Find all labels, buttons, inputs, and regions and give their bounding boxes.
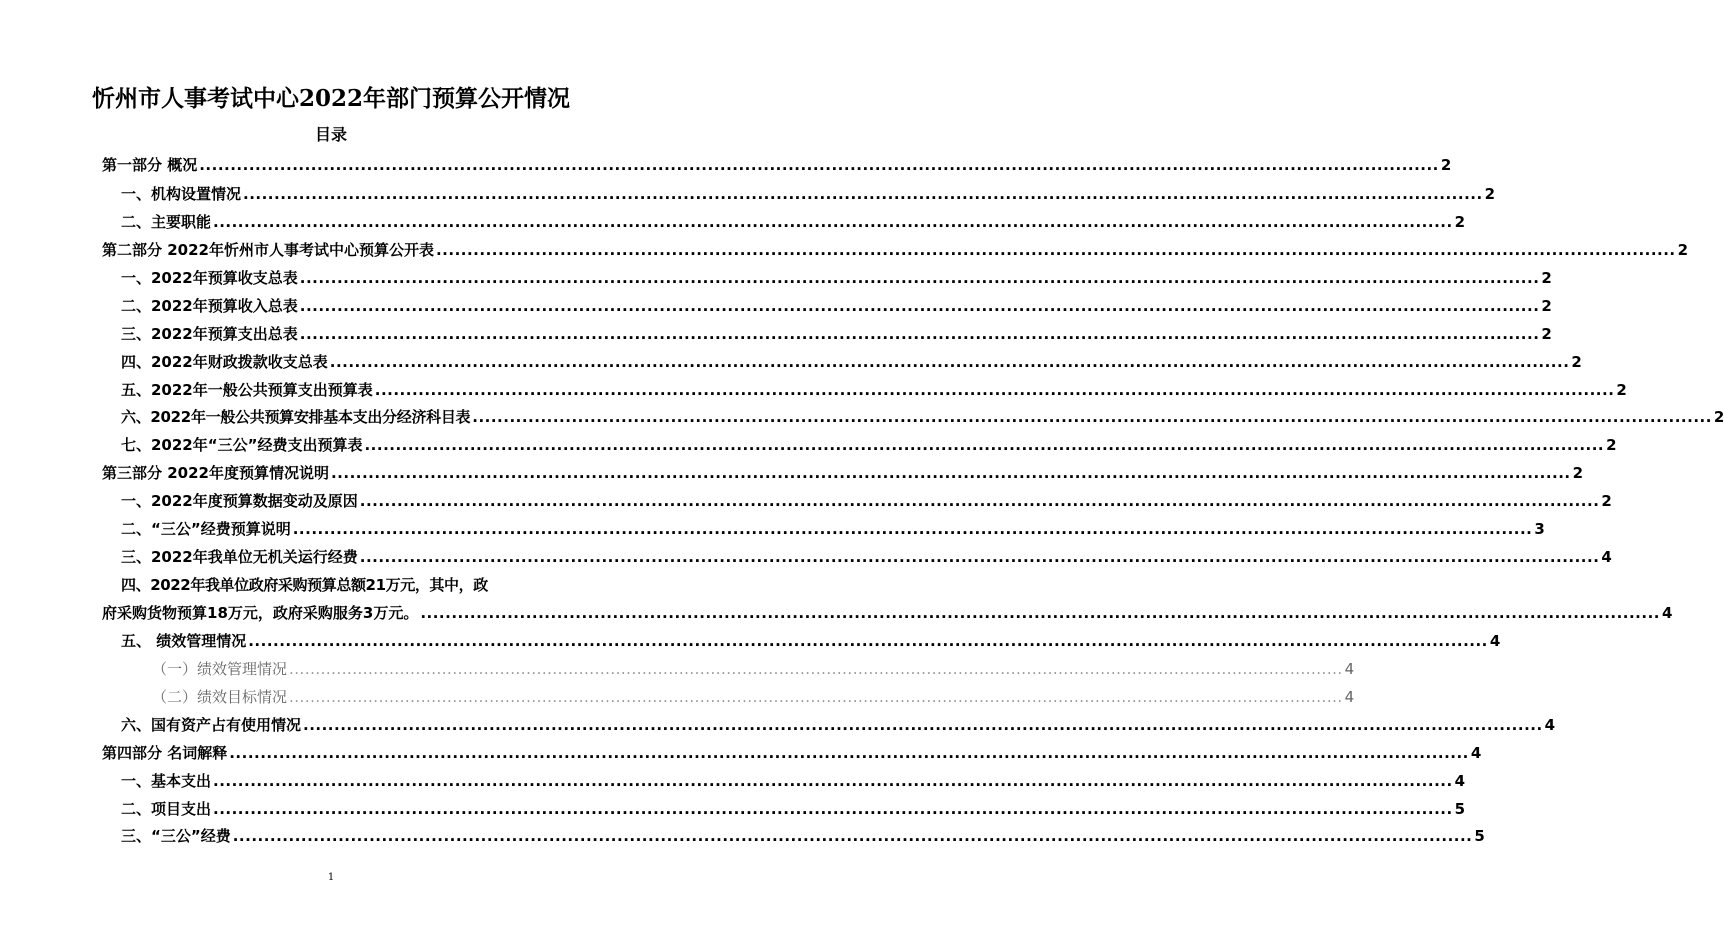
toc-page-number: 2 bbox=[1677, 241, 1689, 259]
document-title: 忻州市人事考试中心2022年部门预算公开情况 bbox=[91, 85, 570, 112]
leader-dots: ........................................................................................................................................................................................................ bbox=[435, 241, 1676, 259]
toc-entry-4-3[interactable] bbox=[121, 826, 1485, 846]
toc-entry-1-2[interactable] bbox=[121, 212, 1466, 232]
toc-entry-label: 三、“三公”经费 bbox=[121, 827, 231, 845]
leader-dots: ........................................................................................................................................................................................................ bbox=[359, 492, 1600, 510]
toc-page-number: 5 bbox=[1474, 827, 1485, 845]
toc-entry-label: 二、主要职能 bbox=[121, 213, 212, 231]
toc-entry-2-7[interactable] bbox=[121, 435, 1617, 455]
toc-entry-label: 第一部分 概况 bbox=[102, 156, 198, 174]
toc-page-number: 2 bbox=[1601, 492, 1612, 510]
toc-entry-label: 二、“三公”经费预算说明 bbox=[121, 520, 291, 538]
toc-page-number: 4 bbox=[1344, 660, 1355, 678]
leader-dots: ........................................................................................................................................................................................................ bbox=[292, 520, 1533, 538]
toc-page-number: 2 bbox=[1616, 381, 1627, 399]
toc-entry-label: 五、2022年一般公共预算支出预算表 bbox=[121, 381, 373, 399]
toc-entry-label: 二、2022年预算收入总表 bbox=[121, 297, 298, 315]
toc-entry-3-4[interactable] bbox=[102, 603, 1673, 623]
toc-page-number: 4 bbox=[1489, 632, 1501, 650]
toc-entry-label: 一、机构设置情况 bbox=[121, 185, 242, 203]
toc-entry-2-2[interactable] bbox=[121, 296, 1552, 316]
toc-page-number: 2 bbox=[1606, 436, 1617, 454]
toc-page-number: 2 bbox=[1541, 269, 1552, 287]
toc-entry-label: 第二部分 2022年忻州市人事考试中心预算公开表 bbox=[102, 241, 434, 259]
toc-entry-2-5[interactable] bbox=[121, 380, 1627, 400]
toc-page-number: 5 bbox=[1454, 800, 1466, 818]
toc-entry-label: 一、2022年预算收支总表 bbox=[121, 269, 298, 287]
toc-page-number: 4 bbox=[1661, 604, 1673, 622]
toc-entry-3-5[interactable] bbox=[121, 631, 1501, 651]
toc-entry-3-6[interactable] bbox=[121, 715, 1556, 735]
toc-entry-label: 五、 绩效管理情况 bbox=[121, 632, 247, 650]
leader-dots: ........................................................................................................................................................................................................ bbox=[248, 632, 1488, 650]
leader-dots: ........................................................................................................................................................................................................ bbox=[299, 297, 1540, 315]
leader-dots: ........................................................................................................................................................................................................ bbox=[213, 800, 1453, 818]
toc-entry-3-2[interactable] bbox=[121, 519, 1545, 539]
leader-dots: ........................................................................................................................................................................................................ bbox=[330, 464, 1571, 482]
leader-dots: ........................................................................................................................................................................................................ bbox=[364, 436, 1605, 454]
toc-entry-part1[interactable] bbox=[102, 155, 1452, 175]
toc-entry-label: 三、2022年我单位无机关运行经费 bbox=[121, 548, 358, 566]
toc-page-number: 4 bbox=[1470, 744, 1482, 762]
leader-dots: ........................................................................................................................................................................................................ bbox=[359, 548, 1600, 566]
toc-entry-part4[interactable] bbox=[102, 743, 1482, 763]
leader-dots: ........................................................................................................................................................................................................ bbox=[329, 353, 1570, 371]
leader-dots: ........................................................................................................................................................................................................ bbox=[213, 772, 1453, 790]
leader-dots: ........................................................................................................................................................................................................ bbox=[299, 325, 1540, 343]
toc-page-number: 2 bbox=[1454, 213, 1466, 231]
toc-entry-4-2[interactable] bbox=[121, 799, 1466, 819]
toc-page-number: 4 bbox=[1601, 548, 1612, 566]
toc-page-number: 2 bbox=[1571, 353, 1582, 371]
leader-dots: ........................................................................................................................................................................................................ bbox=[299, 269, 1540, 287]
toc-entry-3-3[interactable] bbox=[121, 547, 1612, 567]
toc-entry-2-1[interactable] bbox=[121, 268, 1552, 288]
toc-entry-part3[interactable] bbox=[102, 463, 1584, 483]
toc-entry-part2[interactable] bbox=[102, 240, 1689, 260]
leader-dots: ........................................................................................................................................................................................................ bbox=[472, 408, 1712, 426]
toc-entry-3-5-2[interactable] bbox=[152, 687, 1355, 707]
leader-dots: ........................................................................................................................................................................................................ bbox=[420, 604, 1660, 622]
toc-entry-label: 六、国有资产占有使用情况 bbox=[121, 716, 302, 734]
toc-entry-label: 四、2022年财政拨款收支总表 bbox=[121, 353, 328, 371]
leader-dots: ........................................................................................................................................................................................................ bbox=[289, 660, 1343, 678]
toc-entry-4-1[interactable] bbox=[121, 771, 1466, 791]
toc-entry-label: （二）绩效目标情况 bbox=[152, 688, 288, 706]
toc-page-number: 2 bbox=[1484, 185, 1496, 203]
toc-page-number: 2 bbox=[1541, 325, 1552, 343]
leader-dots: ........................................................................................................................................................................................................ bbox=[243, 185, 1483, 203]
leader-dots: ........................................................................................................................................................................................................ bbox=[213, 213, 1453, 231]
toc-page-number: 4 bbox=[1544, 716, 1556, 734]
toc-entry-label: 一、基本支出 bbox=[121, 772, 212, 790]
toc-entry-label: 三、2022年预算支出总表 bbox=[121, 325, 298, 343]
toc-page-number: 2 bbox=[1572, 464, 1584, 482]
toc-entry-3-4-line1[interactable]: 四、2022年我单位政府采购预算总额21万元，其中，政 bbox=[121, 576, 488, 594]
toc-entry-2-3[interactable] bbox=[121, 324, 1552, 344]
toc-page-number: 2 bbox=[1713, 408, 1724, 426]
leader-dots: ........................................................................................................................................................................................................ bbox=[289, 688, 1343, 706]
toc-entry-label: 府采购货物预算18万元，政府采购服务3万元。 bbox=[102, 604, 419, 622]
toc-entry-label: 一、2022年度预算数据变动及原因 bbox=[121, 492, 358, 510]
leader-dots: ........................................................................................................................................................................................................ bbox=[199, 156, 1439, 174]
toc-entry-label: 第三部分 2022年度预算情况说明 bbox=[102, 464, 329, 482]
toc-entry-label: 六、2022年一般公共预算安排基本支出分经济科目表 bbox=[121, 408, 471, 426]
toc-entry-label: （一）绩效管理情况 bbox=[152, 660, 288, 678]
toc-page-number: 2 bbox=[1541, 297, 1552, 315]
toc-entry-1-1[interactable] bbox=[121, 184, 1496, 204]
toc-entry-2-4[interactable] bbox=[121, 352, 1582, 372]
toc-heading: 目录 bbox=[314, 125, 347, 144]
leader-dots: ........................................................................................................................................................................................................ bbox=[229, 744, 1469, 762]
toc-entry-label: 第四部分 名词解释 bbox=[102, 744, 228, 762]
toc-page-number: 4 bbox=[1344, 688, 1355, 706]
toc-entry-label: 二、项目支出 bbox=[121, 800, 212, 818]
toc-page-number: 2 bbox=[1440, 156, 1452, 174]
leader-dots: ........................................................................................................................................................................................................ bbox=[374, 381, 1615, 399]
toc-page-number: 3 bbox=[1534, 520, 1545, 538]
leader-dots: ........................................................................................................................................................................................................ bbox=[303, 716, 1543, 734]
toc-entry-3-5-1[interactable] bbox=[152, 659, 1355, 679]
toc-page-number: 4 bbox=[1454, 772, 1466, 790]
toc-entry-2-6[interactable] bbox=[121, 407, 1724, 427]
toc-entry-label: 七、2022年“三公”经费支出预算表 bbox=[121, 436, 363, 454]
page-number: 1 bbox=[327, 872, 335, 883]
toc-entry-3-1[interactable] bbox=[121, 491, 1612, 511]
leader-dots: ........................................................................................................................................................................................................ bbox=[232, 827, 1473, 845]
